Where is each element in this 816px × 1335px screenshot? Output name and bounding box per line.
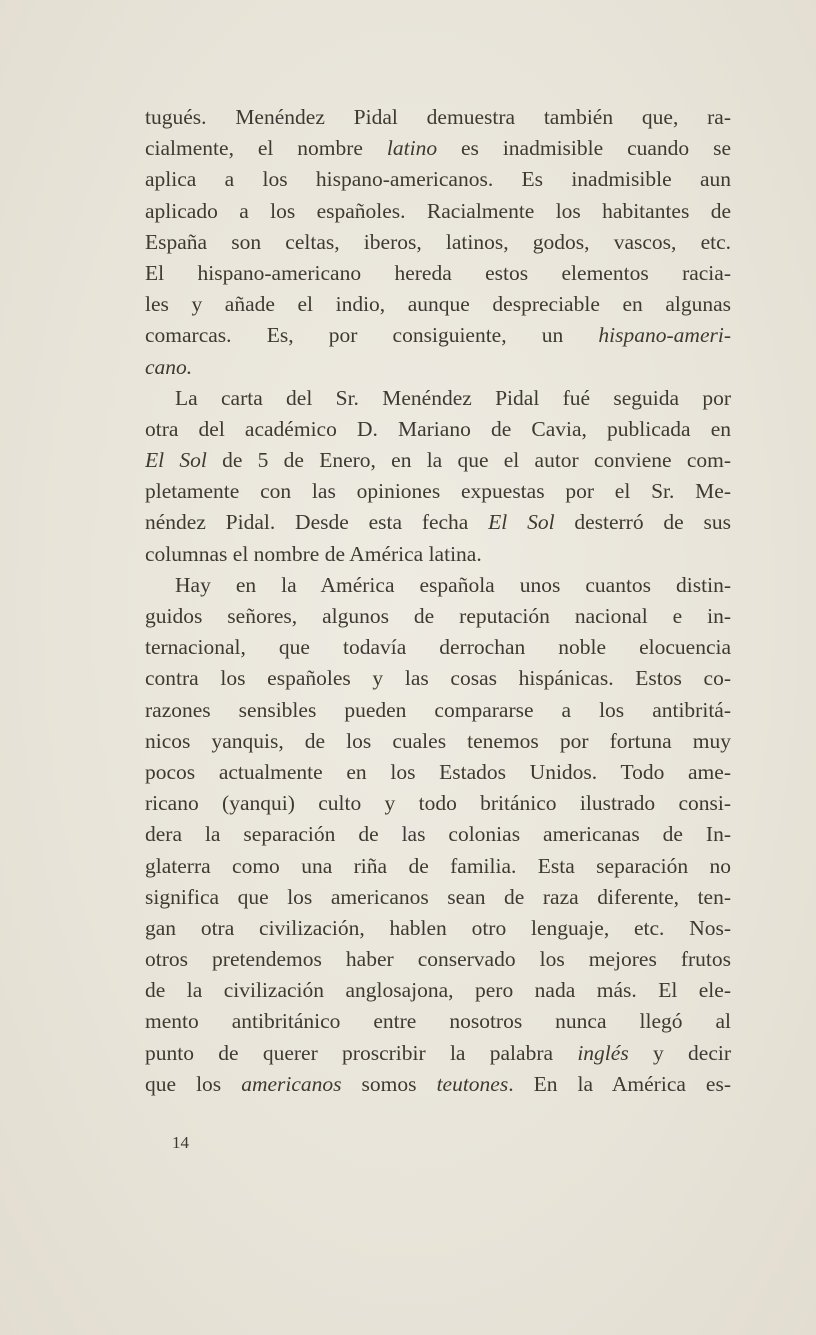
text-line: les y añade el indio, aunque despreciable en algunas	[145, 292, 731, 317]
text-line: cialmente, el nombre latino es inadmisible cuando se	[145, 136, 731, 161]
text-line: otra del académico D. Mariano de Cavia, publicada en	[145, 416, 731, 441]
text-line: ricano (yanqui) culto y todo británico ilustrado consi-	[145, 791, 731, 816]
text-line: España son celtas, iberos, latinos, godos, vascos, etc.	[145, 229, 731, 254]
text-line: nicos yanquis, de los cuales tenemos por fortuna muy	[145, 728, 731, 753]
text-line: aplica a los hispano-americanos. Es inadmisible aun	[145, 167, 731, 192]
text-line: de la civilización anglosajona, pero nada más. El ele-	[145, 978, 731, 1003]
text-line: pocos actualmente en los Estados Unidos. Todo ame-	[145, 759, 731, 784]
body-text	[145, 102, 731, 1100]
text-line: gan otra civilización, hablen otro lenguaje, etc. Nos-	[145, 915, 731, 940]
text-line: néndez Pidal. Desde esta fecha El Sol desterró de sus	[145, 510, 731, 535]
text-line: comarcas. Es, por consiguiente, un hispano-ameri-	[145, 323, 731, 348]
text-line: tugués. Menéndez Pidal demuestra también que, ra-	[145, 105, 731, 129]
text-line: cano.	[145, 354, 193, 379]
text-line: pletamente con las opiniones expuestas por el Sr. Me-	[145, 479, 731, 504]
text-line: ternacional, que todavía derrochan noble elocuencia	[145, 635, 731, 660]
text-line: razones sensibles pueden compararse a los antibritá-	[145, 697, 731, 722]
text-line: punto de querer proscribir la palabra inglés y decir	[145, 1040, 731, 1065]
text-line: mento antibritánico entre nosotros nunca llegó al	[145, 1009, 731, 1034]
text-line: glaterra como una riña de familia. Esta separación no	[145, 853, 731, 878]
text-line: significa que los americanos sean de raza diferente, ten-	[145, 884, 731, 909]
text-line: dera la separación de las colonias americanas de In-	[145, 822, 731, 847]
text-line: aplicado a los españoles. Racialmente los habitantes de	[145, 198, 731, 223]
text-line: El Sol de 5 de Enero, en la que el autor conviene com-	[145, 448, 731, 473]
text-line: El hispano-americano hereda estos elementos racia-	[145, 260, 731, 285]
page-number: 14	[172, 1133, 189, 1152]
text-line: Hay en la América española unos cuantos distin-	[175, 572, 731, 597]
text-line: otros pretendemos haber conservado los mejores frutos	[145, 947, 731, 972]
text-line: guidos señores, algunos de reputación nacional e in-	[145, 604, 731, 628]
text-line: La carta del Sr. Menéndez Pidal fué seguida por	[175, 385, 731, 410]
text-line: que los americanos somos teutones. En la América es-	[145, 1071, 731, 1096]
text-line: contra los españoles y las cosas hispánicas. Estos co-	[145, 666, 731, 691]
text-line: columnas el nombre de América latina.	[145, 541, 482, 566]
